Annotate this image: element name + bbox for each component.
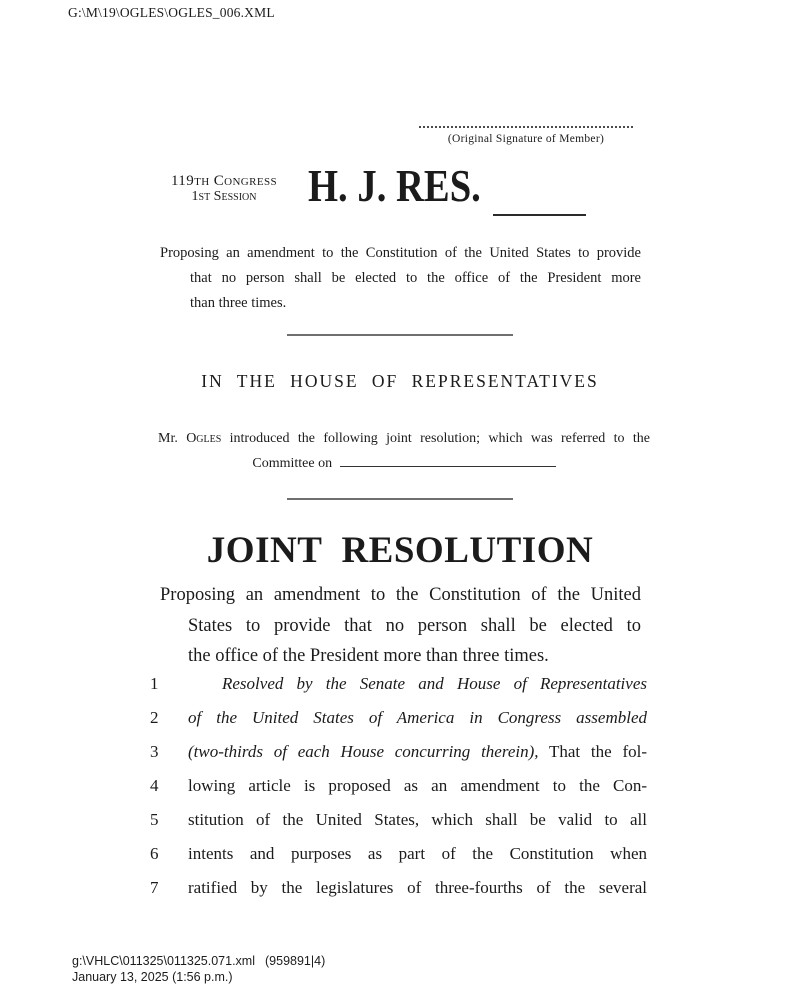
congress-session-block [146, 173, 302, 205]
line-text-roman: That the fol- [538, 742, 647, 761]
sponsor-introduction-line [158, 426, 650, 451]
line-text-roman: lowing article is proposed as an amendment to the Con- [188, 776, 647, 795]
section-divider-rule [287, 498, 513, 500]
footer-file-path: g:\VHLC\011325\011325.071.xml [72, 954, 255, 968]
line-text [188, 735, 647, 769]
sponsor-introduction-block [158, 426, 650, 476]
line-text [188, 667, 647, 701]
congress-number: 119th Congress [170, 173, 278, 189]
resolution-body-text [150, 667, 647, 905]
line-text [188, 701, 647, 735]
bill-type-title: H. J. RES. [308, 160, 481, 211]
line-text [188, 871, 647, 905]
official-title-line: than three times. [190, 295, 287, 311]
footer-draft-code: (959891|4) [265, 954, 326, 968]
resolution-title-paragraph [160, 580, 641, 672]
official-title-line: Proposing an amendment to the Constitution of the United States to provide [160, 245, 641, 261]
body-line [150, 735, 647, 769]
section-divider-rule [287, 334, 513, 336]
line-number: 5 [150, 810, 159, 829]
signature-dotted-line [419, 126, 633, 128]
line-text-roman: intents and purposes as part of the Constitution when [188, 844, 647, 863]
line-number: 6 [150, 844, 159, 863]
official-title-paragraph [160, 241, 641, 316]
resolution-title-line: the office of the President more than three times. [188, 646, 549, 666]
line-text [188, 769, 647, 803]
line-number: 2 [150, 708, 159, 727]
bill-number-blank-line [493, 214, 586, 216]
official-title-line: that no person shall be elected to the office of the President more [190, 270, 641, 286]
session-number: 1st Session [191, 189, 257, 204]
committee-label: Committee on [252, 456, 336, 471]
sponsor-introduction-text: introduced the following joint resolution; which was referred to the [221, 431, 650, 446]
body-line [150, 701, 647, 735]
chamber-heading: IN THE HOUSE OF REPRESENTATIVES [201, 371, 599, 391]
line-number: 1 [150, 674, 159, 693]
resolution-title-line: Proposing an amendment to the Constitution of the United [160, 585, 641, 605]
body-line [150, 667, 647, 701]
sponsor-prefix: Mr. [158, 431, 187, 446]
line-number: 7 [150, 878, 159, 897]
line-text-italic: (two-thirds of each House concurring therein), [188, 742, 539, 761]
body-line [150, 837, 647, 871]
line-number: 4 [150, 776, 159, 795]
line-number: 3 [150, 742, 159, 761]
line-text-roman: ratified by the legislatures of three-fourths of the several [188, 878, 647, 897]
sponsor-name: Ogles [186, 431, 222, 446]
document-xml-path: G:\M\19\OGLES\OGLES_006.XML [68, 5, 275, 20]
line-text-italic: of the United States of America in Congress assembled [188, 708, 647, 727]
footer-file-line [72, 953, 326, 969]
signature-block [419, 126, 633, 145]
body-line [150, 769, 647, 803]
footer-date: January 13, 2025 (1:56 p.m.) [72, 970, 233, 984]
line-text [188, 803, 647, 837]
committee-referral-line [158, 451, 650, 476]
resolution-title-line: States to provide that no person shall be elected to [188, 615, 641, 636]
committee-blank-line [340, 452, 556, 467]
body-line [150, 803, 647, 837]
body-line [150, 871, 647, 905]
line-text-italic: Resolved by the Senate and House of Representatives [222, 674, 647, 693]
line-text [188, 837, 647, 871]
resolution-heading: JOINT RESOLUTION [206, 530, 594, 571]
line-text-roman: stitution of the United States, which shall be valid to all [188, 810, 647, 829]
drafting-footer [72, 953, 326, 985]
signature-caption: (Original Signature of Member) [447, 133, 605, 145]
